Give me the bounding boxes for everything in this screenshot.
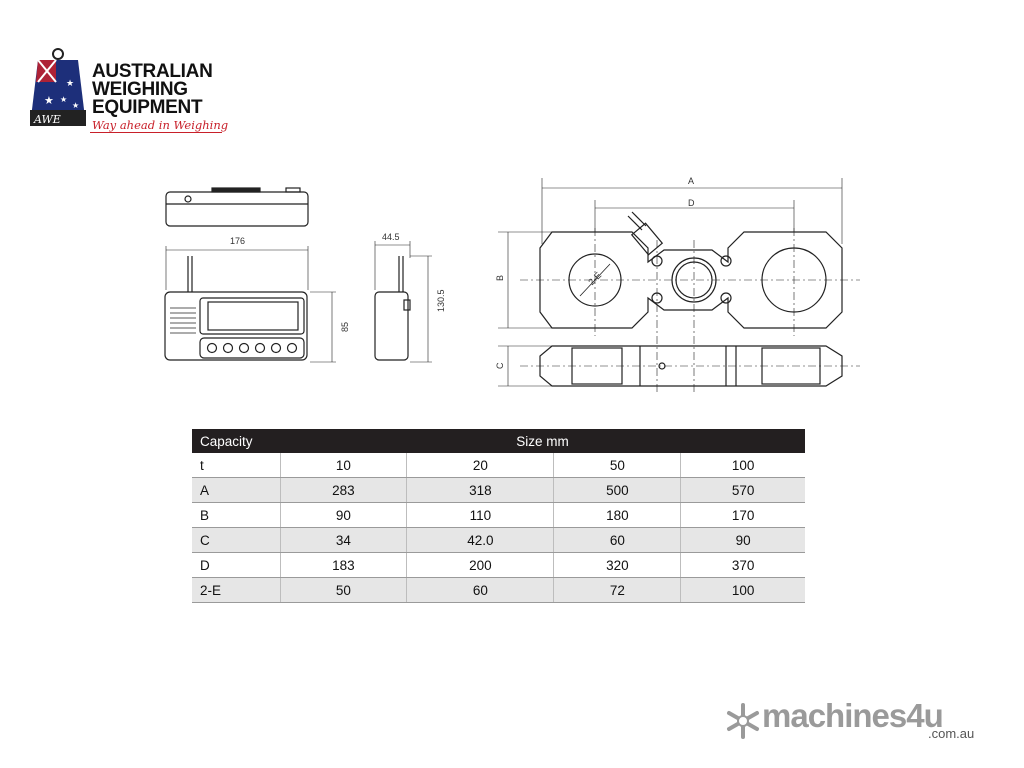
indicator-top-view [166,188,308,226]
svg-text:★: ★ [44,95,54,107]
svg-text:★: ★ [72,101,80,110]
header-size: Size mm [280,429,805,453]
row-label: B [192,503,280,528]
table-row [192,528,805,553]
table-cell: 100 [681,453,805,478]
dim-label-hole: 2-E [586,270,604,288]
table-cell: 100 [681,578,805,603]
row-label: D [192,553,280,578]
table-row [192,503,805,528]
svg-text:★: ★ [60,95,68,104]
table-cell: 180 [554,503,681,528]
table-cell: 50 [554,453,681,478]
table-header-row [192,429,805,453]
row-label: A [192,478,280,503]
table-row [192,553,805,578]
table-cell: 170 [681,503,805,528]
logo-line-3: EQUIPMENT [92,97,203,118]
dim-label-b: B [495,274,505,281]
table-row [192,478,805,503]
table-cell: 183 [280,553,407,578]
svg-text:★: ★ [66,78,75,88]
speaker-grille [170,308,196,333]
table-row [192,578,805,603]
row-label: C [192,528,280,553]
logo-line-1: AUSTRALIAN [92,61,213,82]
table-cell: 500 [554,478,681,503]
logo-tagline: Way ahead in Weighing [92,118,229,132]
table-cell: 72 [554,578,681,603]
logo-line-2: WEIGHING [92,79,188,100]
table-cell: 10 [280,453,407,478]
indicator-front-view [165,256,307,360]
table-cell: 320 [554,553,681,578]
table-cell: 42.0 [407,528,554,553]
table-cell: 90 [681,528,805,553]
table-cell: 90 [280,503,407,528]
snowflake-gear-icon [724,702,762,740]
indicator-buttons [208,344,297,353]
table-row [192,453,805,478]
table-cell: 50 [280,578,407,603]
svg-text:AWE: AWE [34,113,61,126]
table-cell: 370 [681,553,805,578]
dim-label-d: D [688,198,695,208]
table-cell: 34 [280,528,407,553]
dim-indicator-height: 85 [340,321,350,332]
dim-indicator-width: 176 [230,236,246,246]
table-cell: 200 [407,553,554,578]
table-cell: 20 [407,453,554,478]
brand-name: machines4u [762,697,943,734]
machines4u-watermark [724,697,994,744]
dim-label-a: A [688,176,695,186]
indicator-side-view [375,256,410,360]
load-link-top-view [520,212,860,392]
dim-indicator-depth: 44.5 [382,232,400,242]
table-cell: 60 [407,578,554,603]
table-cell: 570 [681,478,805,503]
brand-domain: .com.au [928,726,975,741]
dim-indicator-total-height: 130.5 [436,289,446,312]
header-capacity: Capacity [192,429,280,453]
table-cell: 110 [407,503,554,528]
table-cell: 318 [407,478,554,503]
dim-label-c: C [495,362,505,369]
table-cell: 283 [280,478,407,503]
cable-connector [628,212,662,255]
row-label: 2-E [192,578,280,603]
load-link-side-view [520,346,860,386]
row-label: t [192,453,280,478]
table-cell: 60 [554,528,681,553]
specification-table [192,429,805,603]
